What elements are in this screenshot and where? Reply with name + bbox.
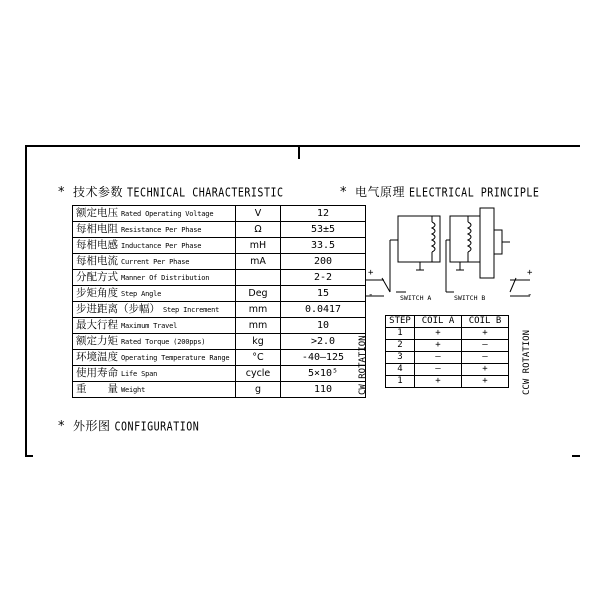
spec-name: [73, 206, 236, 222]
spec-name: [73, 366, 236, 382]
spec-unit: kg: [236, 334, 281, 350]
step-cell: 3: [386, 352, 415, 364]
switch-b-minus: -: [527, 290, 533, 300]
coil-a-winding: [432, 222, 435, 252]
spec-unit: mm: [236, 318, 281, 334]
spec-value: 2-2: [281, 270, 366, 286]
spec-name-cn: 环境温度: [76, 351, 118, 363]
spec-unit: Ω: [236, 222, 281, 238]
spec-value: 12: [281, 206, 366, 222]
spec-name-en: Operating Temperature Range: [121, 354, 230, 362]
spec-value: 5×10⁵: [281, 366, 366, 382]
config-title-en: CONFIGURATION: [114, 420, 200, 435]
step-row: [386, 364, 509, 376]
spec-name-en: Weight: [121, 386, 146, 394]
spec-row: [73, 302, 366, 318]
spec-value: 53±5: [281, 222, 366, 238]
tech-title-cn: 技术参数: [73, 185, 124, 199]
step-header-row: [386, 316, 509, 328]
spec-name: [73, 238, 236, 254]
step-cell: 1: [386, 328, 415, 340]
switch-a-minus: -: [368, 290, 374, 300]
spec-name-en: Resistance Per Phase: [121, 226, 202, 234]
spec-name: [73, 270, 236, 286]
spec-name-en: Step Increment: [163, 306, 220, 314]
spec-name-cn: 使用寿命: [76, 367, 118, 379]
step-row: [386, 376, 509, 388]
spec-name-en: Life Span: [121, 370, 158, 378]
tech-heading: [58, 183, 284, 200]
config-title-cn: 外形图: [73, 419, 111, 433]
electrical-star: *: [340, 185, 347, 200]
spec-row: [73, 382, 366, 398]
spec-value: 200: [281, 254, 366, 270]
spec-name: [73, 302, 236, 318]
step-cell: —: [462, 340, 509, 352]
spec-name-cn: 额定电压: [76, 207, 118, 219]
step-header-cell: STEP: [386, 316, 415, 328]
spec-name: [73, 254, 236, 270]
step-row: [386, 352, 509, 364]
spec-name: [73, 334, 236, 350]
step-row: [386, 340, 509, 352]
step-header-cell: COIL B: [462, 316, 509, 328]
spec-unit: V: [236, 206, 281, 222]
spec-name: [73, 350, 236, 366]
electrical-title-en: ELECTRICAL PRINCIPLE: [409, 186, 540, 201]
spec-unit: mH: [236, 238, 281, 254]
spec-value: 0.0417: [281, 302, 366, 318]
config-star: *: [58, 419, 65, 434]
spec-name-en: Inductance Per Phase: [121, 242, 202, 250]
spec-name-cn: 额定力矩: [76, 335, 118, 347]
step-cell: 2: [386, 340, 415, 352]
step-row: [386, 328, 509, 340]
step-cell: 4: [386, 364, 415, 376]
spec-value: >2.0: [281, 334, 366, 350]
spec-name-cn: 步矩角度: [76, 287, 118, 299]
spec-unit: [236, 270, 281, 286]
spec-row: [73, 366, 366, 382]
step-cell: —: [415, 364, 462, 376]
coil-b-frame: [450, 216, 480, 262]
spec-row: [73, 286, 366, 302]
spec-value: 15: [281, 286, 366, 302]
spec-name-en: Step Angle: [121, 290, 162, 298]
spec-row: [73, 222, 366, 238]
switch-b-label: SWITCH B: [454, 294, 486, 302]
spec-name: [73, 222, 236, 238]
spec-name-en: Rated Torque (200pps): [121, 338, 206, 346]
spec-value: -40—125: [281, 350, 366, 366]
electrical-heading: [340, 183, 539, 200]
spec-unit: °C: [236, 350, 281, 366]
spec-unit: mA: [236, 254, 281, 270]
spec-value: 10: [281, 318, 366, 334]
spec-row: [73, 238, 366, 254]
spec-name-cn: 每相电阻: [76, 223, 118, 235]
step-cell: 1: [386, 376, 415, 388]
spec-name-cn: 步进距离（步幅）: [76, 303, 160, 315]
step-table: [385, 315, 509, 388]
step-cell: +: [415, 328, 462, 340]
spec-unit: mm: [236, 302, 281, 318]
coil-b-winding: [468, 222, 471, 252]
frame-bottom-left-mark: [25, 455, 33, 457]
spec-name-cn: 每相电感: [76, 239, 118, 251]
switch-a-label: SWITCH A: [400, 294, 432, 302]
step-cell: +: [415, 376, 462, 388]
step-cell: +: [415, 340, 462, 352]
config-heading: [58, 417, 199, 434]
spec-name-en: Maximum Travel: [121, 322, 178, 330]
switch-b-plus: +: [527, 268, 533, 278]
spec-unit: cycle: [236, 366, 281, 382]
frame-bottom-right-mark: [572, 455, 580, 457]
frame-center-mark: [298, 145, 300, 159]
switch-a-blade: [382, 278, 390, 292]
spec-name-cn: 每相电流: [76, 255, 118, 267]
spec-table: [72, 205, 366, 398]
spec-row: [73, 334, 366, 350]
step-cell: +: [462, 328, 509, 340]
motor-body: [480, 208, 494, 278]
spec-unit: g: [236, 382, 281, 398]
spec-unit: Deg: [236, 286, 281, 302]
tech-title-en: TECHNICAL CHARACTERISTIC: [127, 186, 284, 201]
tech-star: *: [58, 185, 65, 200]
spec-name-en: Manner Of Distribution: [121, 274, 210, 282]
spec-name: [73, 286, 236, 302]
spec-row: [73, 254, 366, 270]
circuit-diagram: [360, 200, 540, 310]
step-header-cell: COIL A: [415, 316, 462, 328]
cw-rotation-label: CW ROTATION: [358, 335, 368, 395]
spec-row: [73, 318, 366, 334]
ccw-rotation-label: CCW ROTATION: [522, 329, 532, 395]
step-cell: —: [415, 352, 462, 364]
spec-name: [73, 318, 236, 334]
motor-shaft-collar: [494, 230, 502, 254]
spec-value: 110: [281, 382, 366, 398]
spec-row: [73, 350, 366, 366]
switch-a-plus: +: [368, 268, 374, 278]
spec-name: [73, 382, 236, 398]
spec-name-en: Current Per Phase: [121, 258, 190, 266]
step-cell: +: [462, 376, 509, 388]
step-cell: —: [462, 352, 509, 364]
spec-name-cn: 分配方式: [76, 271, 118, 283]
spec-row: [73, 206, 366, 222]
spec-name-en: Rated Operating Voltage: [121, 210, 214, 218]
spec-row: [73, 270, 366, 286]
step-cell: +: [462, 364, 509, 376]
spec-name-cn: 最大行程: [76, 319, 118, 331]
spec-value: 33.5: [281, 238, 366, 254]
spec-name-cn: 重 量: [76, 383, 118, 395]
electrical-title-cn: 电气原理: [355, 185, 406, 199]
